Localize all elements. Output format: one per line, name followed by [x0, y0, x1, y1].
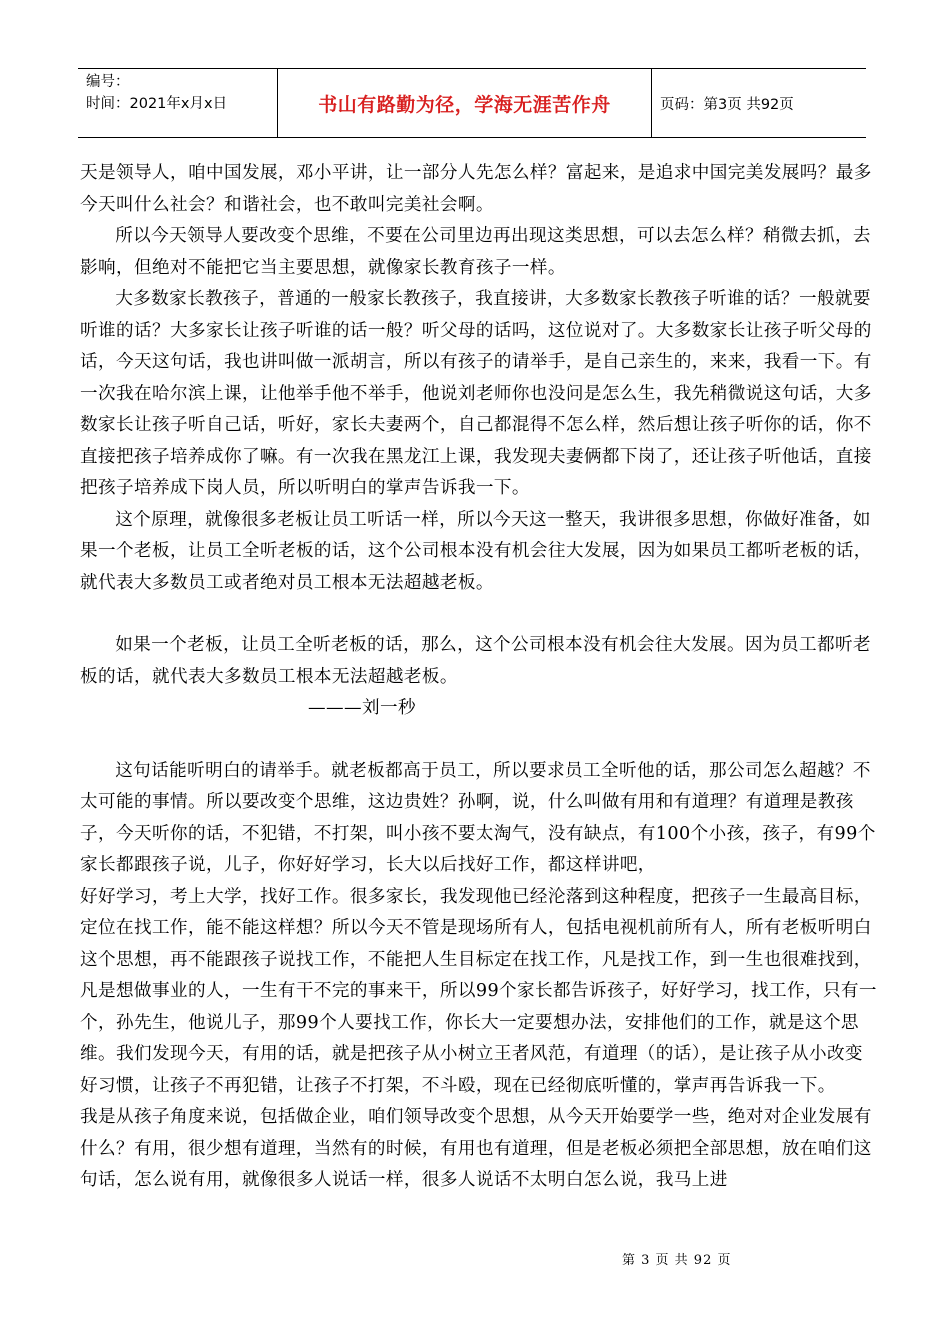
page-header-table	[78, 68, 866, 138]
page-footer: 第 3 页 共 92 页	[622, 1253, 732, 1268]
header-motto-cell	[278, 69, 652, 137]
spacer	[80, 599, 880, 630]
document-number-label: 编号：	[86, 74, 130, 90]
paragraph-6: 我是从孩子角度来说，包括做企业，咱们领导改变个思想，从今天开始要学一些，绝对对企业发展有什么？有用，很少想有道理，当然有的时候，有用也有道理，但是老板必须把全部思想，放在咱们这句话，怎么说有用，就像很多人说话一样，很多人说话不太明白怎么说，我马上进	[80, 1107, 872, 1190]
document-body	[80, 158, 880, 1197]
paragraph-4: 这个原理，就像很多老板让员工听话一样，所以今天这一整天，我讲很多思想，你做好准备，如果一个老板，让员工全听老板的话，这个公司根本没有机会往大发展，因为如果员工都听老板的话，就代表大多数员工或者绝对员工根本无法超越老板。	[80, 509, 872, 593]
header-motto: 书山有路勤为径，学海无涯苦作舟	[318, 93, 611, 116]
spacer	[80, 725, 880, 756]
paragraph-2: 所以今天领导人要改变个思维，不要在公司里边再出现这类思想，可以去怎么样？稍微去抓，去影响，但绝对不能把它当主要思想，就像家长教育孩子一样。	[80, 226, 871, 278]
header-page-cell	[652, 69, 866, 137]
quote-signature: ———刘一秒	[308, 698, 416, 718]
header-meta-cell	[78, 69, 278, 137]
header-page-code: 页码：第3页 共92页	[660, 96, 794, 113]
paragraph-1: 天是领导人，咱中国发展，邓小平讲，让一部分人先怎么样？富起来，是追求中国完美发展吗？最多今天叫什么社会？和谐社会，也不敢叫完美社会啊。	[80, 163, 872, 215]
paragraph-5a: 这句话能听明白的请举手。就老板都高于员工，所以要求员工全听他的话，那公司怎么超越？不太可能的事情。所以要改变个思维，这边贵姓？孙啊，说，什么叫做有用和有道理？有道理是教孩子，今天听你的话，不犯错，不打架，叫小孩不要太淘气，没有缺点，有100个小孩，孩子，有99个家长都跟孩子说，儿子，你好好学习，长大以后找好工作，都这样讲吧，	[80, 760, 876, 875]
document-time-label: 时间：2021年x月x日	[86, 96, 228, 112]
paragraph-5b: 好好学习，考上大学，找好工作。很多家长，我发现他已经沦落到这种程度，把孩子一生最高目标，定位在找工作，能不能这样想？所以今天不管是现场所有人，包括电视机前所有人，所有老板听明白这个思想，再不能跟孩子说找工作，不能把人生目标定在找工作，凡是找工作，到一生也很难找到，凡是想做事业的人，一生有干不完的事来干，所以99个家长都告诉孩子，好好学习，找工作，只有一个，孙先生，他说儿子，那99个人要找工作，你长大一定要想办法，安排他们的工作，就是这个思维。我们发现今天，有用的话，就是把孩子从小树立王者风范，有道理（的话），是让孩子从小改变好习惯，让孩子不再犯错，让孩子不打架，不斗殴，现在已经彻底听懂的，掌声再告诉我一下。	[80, 886, 877, 1096]
quote-paragraph: 如果一个老板，让员工全听老板的话，那么，这个公司根本没有机会往大发展。因为员工都听老板的话，就代表大多数员工根本无法超越老板。	[80, 635, 871, 687]
paragraph-3: 大多数家长教孩子，普通的一般家长教孩子，我直接讲，大多数家长教孩子听谁的话？一般就要听谁的话？大多家长让孩子听谁的话一般？听父母的话吗，这位说对了。大多数家长让孩子听父母的话，今天这句话，我也讲叫做一派胡言，所以有孩子的请举手，是自己亲生的，来来，我看一下。有一次我在哈尔滨上课，让他举手他不举手，他说刘老师你也没问是怎么生，我先稍微说这句话，大多数家长让孩子听自己话，听好，家长夫妻两个，自己都混得不怎么样，然后想让孩子听你的话，你不直接把孩子培养成你了嘛。有一次我在黑龙江上课，我发现夫妻俩都下岗了，还让孩子听他话，直接把孩子培养成下岗人员，所以听明白的掌声告诉我一下。	[80, 289, 872, 498]
